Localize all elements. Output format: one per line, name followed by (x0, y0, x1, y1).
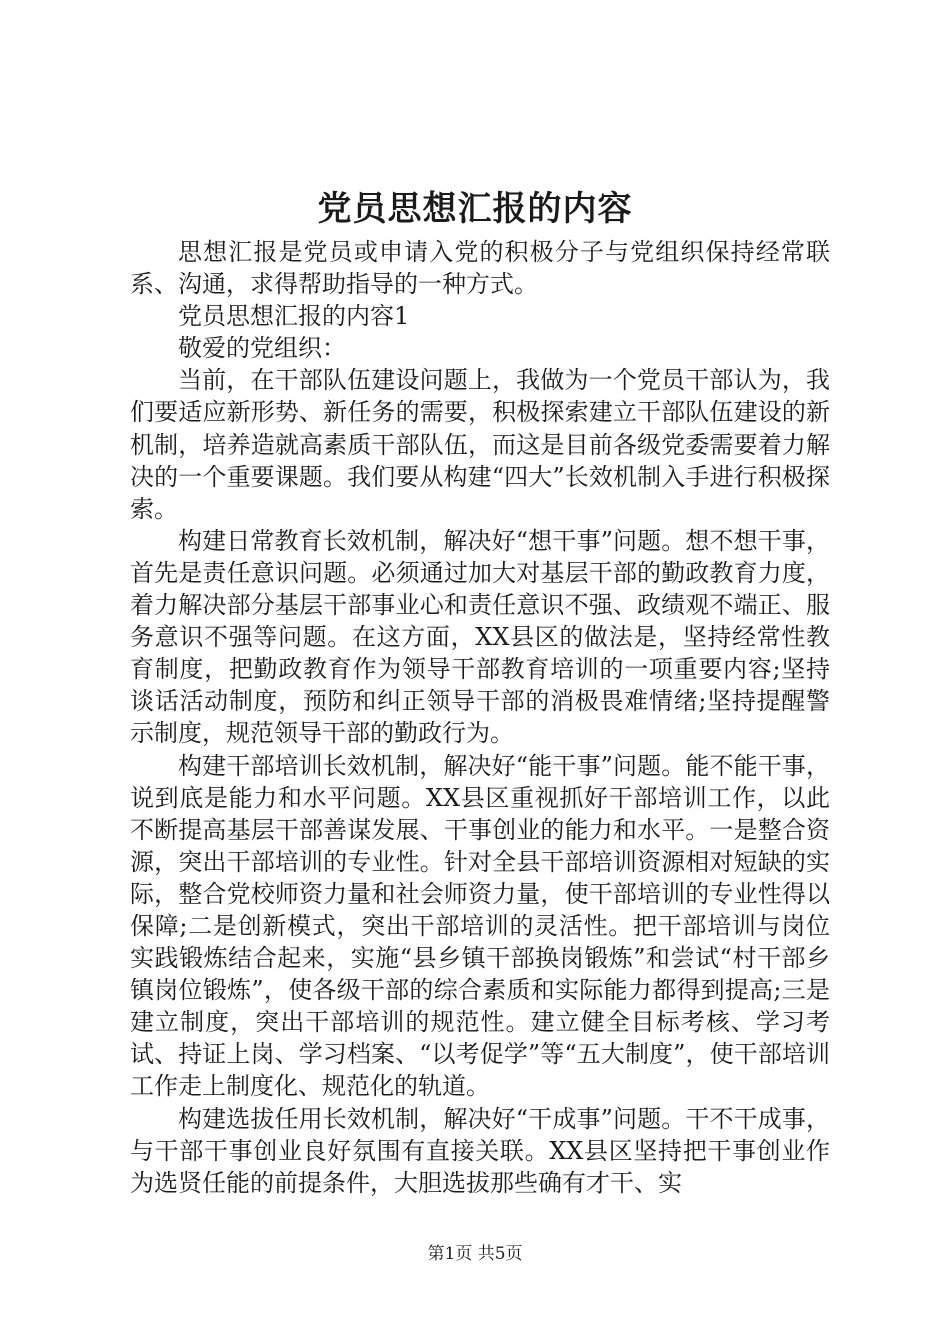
paragraph-subtitle: 党员思想汇报的内容1 (178, 302, 410, 331)
paragraph-intro: 思想汇报是党员或申请入党的积极分子与党组织保持经常联系、沟通，求得帮助指导的一种方式。 (130, 238, 830, 299)
paragraph-body: 构建选拔任用长效机制，解决好“干成事”问题。干不干成事，与干部干事创业良好氛围有直接关联。XX县区坚持把干事创业作为选贤任能的前提条件，大胆选拔那些确有才干、实 (130, 1104, 830, 1197)
document-body (130, 236, 830, 1199)
page-footer: 第1页 共5页 (427, 1244, 523, 1264)
paragraph-body: 当前，在干部队伍建设问题上，我做为一个党员干部认为，我们要适应新形势、新任务的需要，积极探索建立干部队伍建设的新机制，培养造就高素质干部队伍，而这是目前各级党委需要着力解决的一个重要课题。我们要从构建“四大”长效机制入手进行积极探索。 (130, 366, 830, 523)
paragraph-body: 构建日常教育长效机制，解决好“想干事”问题。想不想干事，首先是责任意识问题。必须通过加大对基层干部的勤政教育力度，着力解决部分基层干部事业心和责任意识不强、政绩观不端正、服务意识不强等问题。在这方面，XX县区的做法是，坚持经常性教育制度，把勤政教育作为领导干部教育培训的一项重要内容;坚持谈话活动制度，预防和纠正领导干部的消极畏难情绪;坚持提醒警示制度，规范领导干部的勤政行为。 (130, 526, 830, 748)
document-title: 党员思想汇报的内容 (317, 189, 633, 229)
paragraph-body: 构建干部培训长效机制，解决好“能干事”问题。能不能干事，说到底是能力和水平问题。XX县区重视抓好干部培训工作，以此不断提高基层干部善谋发展、干事创业的能力和水平。一是整合资源，突出干部培训的专业性。针对全县干部培训资源相对短缺的实际，整合党校师资力量和社会师资力量，使干部培训的专业性得以保障;二是创新模式，突出干部培训的灵活性。把干部培训与岗位实践锻炼结合起来，实施“县乡镇干部换岗锻炼”和尝试“村干部乡镇岗位锻炼”，使各级干部的综合素质和实际能力都得到提高;三是建立制度，突出干部培训的规范性。建立健全目标考核、学习考试、持证上岗、学习档案、“以考促学”等“五大制度”，使干部培训工作走上制度化、规范化的轨道。 (130, 751, 830, 1101)
paragraph-salutation: 敬爱的党组织： (178, 334, 346, 363)
